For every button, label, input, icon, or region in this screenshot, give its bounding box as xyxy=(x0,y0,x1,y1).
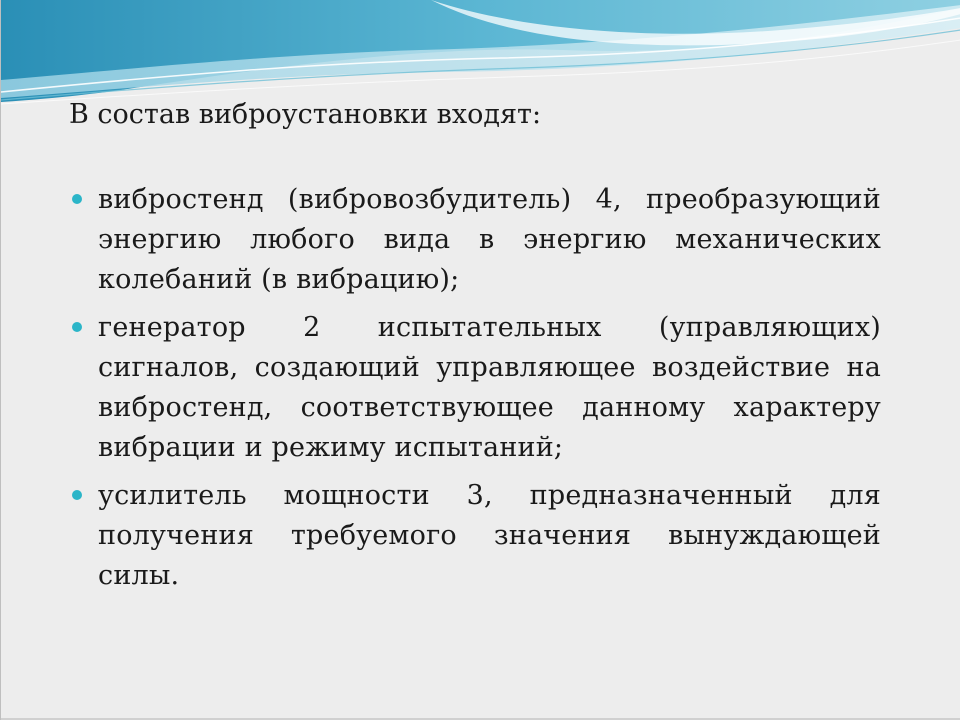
bullet-list xyxy=(69,180,881,596)
list-item xyxy=(69,308,881,468)
bullet-dot-icon xyxy=(72,194,82,204)
wave-header-decoration xyxy=(1,0,960,110)
list-item xyxy=(69,476,881,596)
slide-heading: В состав виброустановки входят: xyxy=(69,99,542,130)
slide-content xyxy=(69,95,881,604)
bullet-dot-icon xyxy=(72,322,82,332)
list-item-text: вибростенд (вибровозбудитель) 4, преобразующий энергию любого вида в энергию механических колебаний (в вибрацию); xyxy=(98,184,881,295)
list-item xyxy=(69,180,881,300)
bullet-dot-icon xyxy=(72,490,82,500)
list-item-text: генератор 2 испытательных (управляющих) сигналов, создающий управляющее воздействие на вибростенд, соответствующее данному характеру вибрации и режиму испытаний; xyxy=(98,312,881,463)
list-item-text: усилитель мощности 3, предназначенный для получения требуемого значения вынуждающей силы. xyxy=(98,480,881,591)
